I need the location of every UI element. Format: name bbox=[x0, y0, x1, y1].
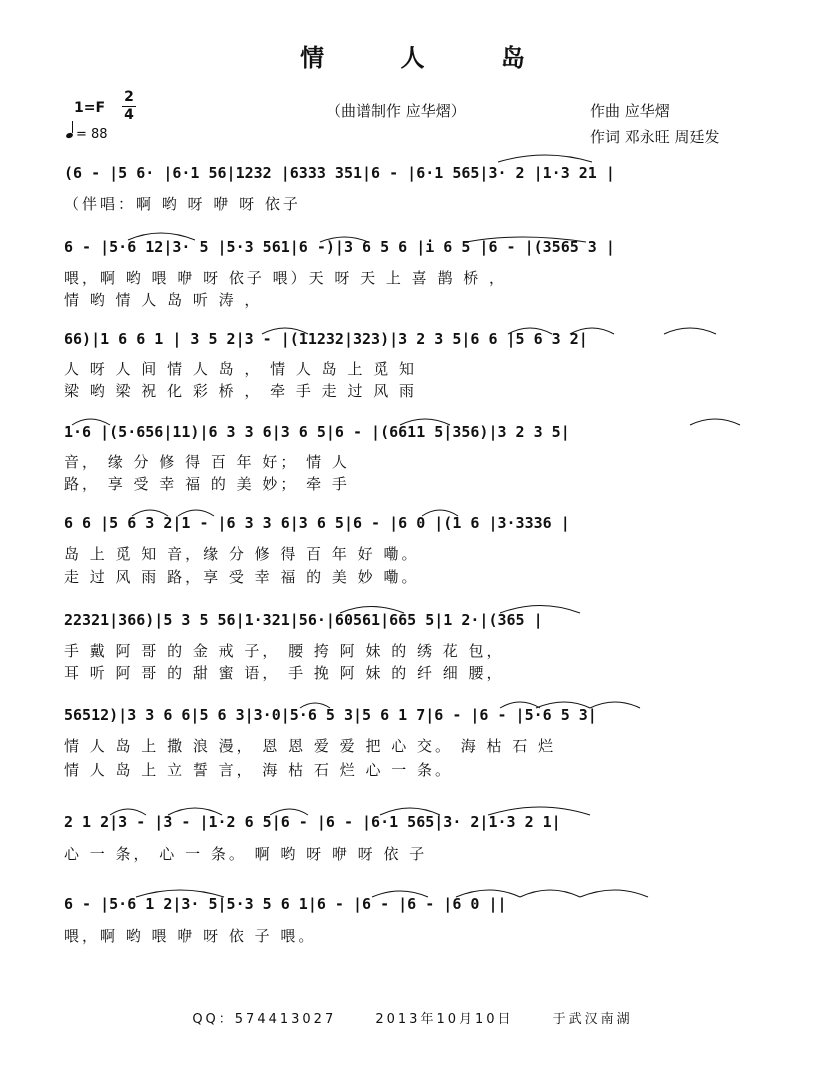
slur-mark bbox=[270, 809, 308, 815]
slur-mark bbox=[570, 328, 614, 334]
tempo-value: = 88 bbox=[76, 127, 108, 142]
slur-mark bbox=[580, 890, 648, 897]
slur-mark bbox=[690, 419, 740, 425]
lyric-line-1-1: （伴唱：啊 哟 呀 咿 呀 依子 bbox=[64, 195, 301, 213]
slur-mark bbox=[664, 328, 716, 334]
lyric-line-3-2: 梁 哟 梁 祝 化 彩 桥 ， 牵 手 走 过 风 雨 bbox=[64, 382, 417, 400]
slur-mark bbox=[520, 890, 580, 897]
slur-mark bbox=[300, 703, 330, 708]
slur-mark bbox=[500, 702, 540, 708]
lyric-line-6-2: 耳 听 阿 哥 的 甜 蜜 语， 手 挽 阿 妹 的 纤 细 腰， bbox=[64, 664, 505, 682]
notation-line-3: 66)|1 6 6 1 | 3 5 2|3 - |(11232|323)|3 2 3 5|6 6 |5 6 3 2| bbox=[64, 330, 588, 348]
slur-mark bbox=[178, 510, 214, 516]
slur-mark bbox=[508, 328, 552, 334]
notation-line-8: 2 1 2|3 - |3 - |1·2 6 5|6 - |6 - |6·1 565|3· 2|1·3 2 1| bbox=[64, 813, 561, 831]
producer-credit: （曲谱制作 应华熠） bbox=[326, 102, 466, 120]
notation-line-6: 22321|366)|5 3 5 56|1·321|56·|60561|665 5|1 2·|(365 | bbox=[64, 611, 543, 629]
slur-mark bbox=[372, 891, 428, 897]
slur-mark bbox=[320, 237, 368, 242]
lyric-line-2-2: 情 哟 情 人 岛 听 涛 ， bbox=[64, 291, 263, 309]
lyric-line-4-2: 路， 享 受 幸 福 的 美 妙； 牵 手 bbox=[64, 475, 350, 493]
slur-mark bbox=[488, 807, 590, 815]
notation-line-2: 6 - |5·6 12|3· 5 |5·3 561|6 -)|3 6 5 6 |i 6 5 |6 - |(3565 3 | bbox=[64, 238, 615, 256]
footer-qq: QQ：574413027 bbox=[192, 1012, 337, 1027]
lyric-line-8-1: 心 一 条， 心 一 条。 啊 哟 呀 咿 呀 依 子 bbox=[64, 845, 428, 863]
slur-mark bbox=[466, 237, 586, 242]
lyric-line-5-1: 岛 上 觅 知 音，缘 分 修 得 百 年 好 嘞。 bbox=[64, 545, 420, 563]
lyricist-credit: 作词 邓永旺 周廷发 bbox=[590, 128, 720, 146]
slur-mark bbox=[72, 419, 110, 425]
slur-mark bbox=[340, 607, 404, 614]
slur-mark bbox=[590, 702, 640, 708]
slur-mark bbox=[498, 155, 592, 162]
time-signature-bottom: 4 bbox=[124, 107, 134, 123]
lyric-line-6-1: 手 戴 阿 哥 的 金 戒 子， 腰 挎 阿 妹 的 绣 花 包， bbox=[64, 642, 505, 660]
notation-line-4: 1·6 |(5·656|11)|6 3 3 6|3 6 5|6 - |(6611 5|356)|3 2 3 5| bbox=[64, 423, 570, 441]
slur-mark bbox=[132, 510, 168, 516]
composer-credit: 作曲 应华熠 bbox=[590, 102, 670, 120]
slur-mark bbox=[456, 890, 520, 897]
slur-mark bbox=[380, 808, 440, 815]
footer bbox=[0, 1008, 825, 1027]
slur-mark bbox=[168, 808, 222, 815]
slur-mark bbox=[500, 606, 580, 614]
lyric-line-2-1: 喂，啊 哟 喂 咿 呀 依子 喂）天 呀 天 上 喜 鹊 桥 ， bbox=[64, 269, 507, 287]
lyric-line-4-1: 音， 缘 分 修 得 百 年 好； 情 人 bbox=[64, 453, 350, 471]
notation-line-1: (6 - |5 6· |6·1 56|1232 |6333 351|6 - |6·1 565|3· 2 |1·3 21 | bbox=[64, 164, 615, 182]
slur-mark bbox=[536, 702, 590, 708]
lyric-line-9-1: 喂，啊 哟 喂 咿 呀 依 子 喂。 bbox=[64, 927, 317, 945]
slur-mark bbox=[136, 890, 224, 897]
slur-mark bbox=[110, 809, 146, 815]
footer-place: 于武汉南湖 bbox=[552, 1012, 633, 1027]
notation-line-5: 6 6 |5 6 3 2|1 - |6 3 3 6|3 6 5|6 - |6 0 |(1 6 |3·3336 | bbox=[64, 514, 570, 532]
slur-mark bbox=[422, 510, 458, 516]
slur-mark bbox=[262, 328, 308, 334]
lyric-line-7-2: 情 人 岛 上 立 誓 言， 海 枯 石 烂 心 一 条。 bbox=[64, 761, 453, 779]
notation-line-9: 6 - |5·6 1 2|3· 5|5·3 5 6 1|6 - |6 - |6 - |6 0 || bbox=[64, 895, 507, 913]
slur-mark bbox=[400, 419, 450, 425]
lyric-line-5-2: 走 过 风 雨 路，享 受 幸 福 的 美 妙 嘞。 bbox=[64, 568, 420, 586]
notation-line-7: 56512)|3 3 6 6|5 6 3|3·0|5·6 5 3|5 6 1 7|6 - |6 - |5·6 5 3| bbox=[64, 706, 597, 724]
slur-mark bbox=[128, 233, 195, 240]
lyric-line-7-1: 情 人 岛 上 撒 浪 漫， 恩 恩 爱 爱 把 心 交。 海 枯 石 烂 bbox=[64, 737, 557, 755]
page-title: 情 人 岛 bbox=[300, 44, 559, 72]
key-signature: 1=F bbox=[74, 100, 106, 116]
footer-date: 2013年10月10日 bbox=[375, 1012, 514, 1027]
lyric-line-3-1: 人 呀 人 间 情 人 岛 ， 情 人 岛 上 觅 知 bbox=[64, 360, 417, 378]
time-signature-top: 2 bbox=[124, 89, 134, 105]
